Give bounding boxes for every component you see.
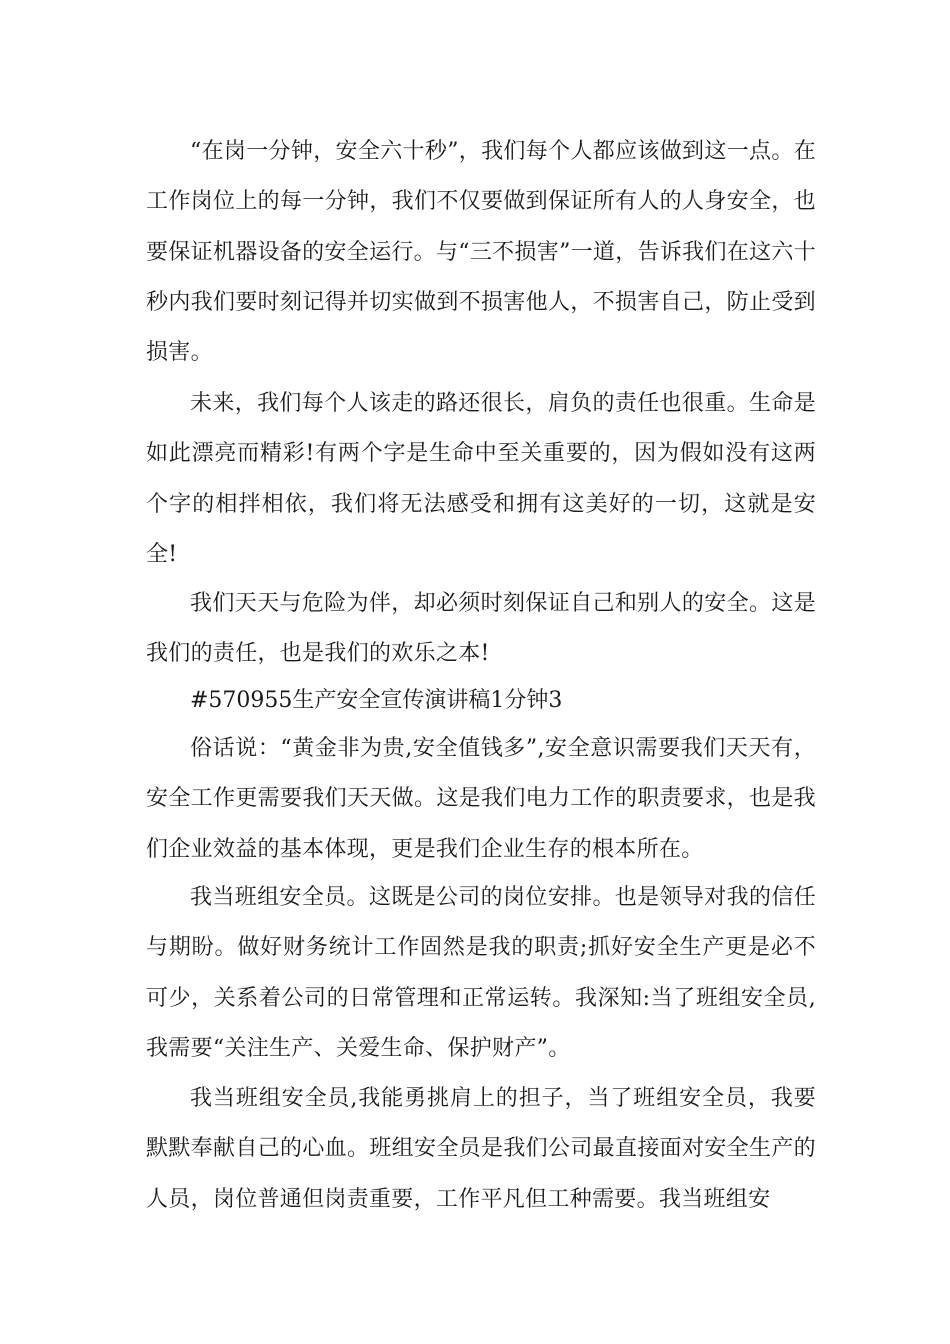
section-heading: #570955生产安全宣传演讲稿1分钟3 <box>190 688 563 713</box>
paragraph-6: 我当班组安全员,我能勇挑肩上的担子，当了班组安全员，我要默默奉献自己的心血。班组安全员是我们公司最直接面对安全生产的人员，岗位普通但岗责重要，工作平凡但工种需要。我当班组安 <box>146 1086 816 1212</box>
paragraph-3: 我们天天与危险为伴，却必须时刻保证自己和别人的安全。这是我们的责任，也是我们的欢乐之本! <box>146 591 816 667</box>
paragraph-4: 俗话说：“黄金非为贵,安全值钱多”,安全意识需要我们天天有，安全工作更需要我们天天做。这是我们电力工作的职责要求，也是我们企业效益的基本体现，更是我们企业生存的根本所在。 <box>146 736 816 862</box>
paragraph-5: 我当班组安全员。这既是公司的岗位安排。也是领导对我的信任与期盼。做好财务统计工作固然是我的职责;抓好安全生产更是必不可少，关系着公司的日常管理和正常运转。我深知:当了班组安全员,我需要“关注生产、关爱生命、保护财产”。 <box>146 885 816 1061</box>
paragraph-2: 未来，我们每个人该走的路还很长，肩负的责任也很重。生命是如此漂亮而精彩!有两个字是生命中至关重要的，因为假如没有这两个字的相拌相依，我们将无法感受和拥有这美好的一切，这就是安全! <box>146 391 816 567</box>
paragraph-1: “在岗一分钟，安全六十秒”，我们每个人都应该做到这一点。在工作岗位上的每一分钟，我们不仅要做到保证所有人的人身安全，也要保证机器设备的安全运行。与“三不损害”一道，告诉我们在这六十秒内我们要时刻记得并切实做到不损害他人，不损害自己，防止受到损害。 <box>146 139 816 366</box>
